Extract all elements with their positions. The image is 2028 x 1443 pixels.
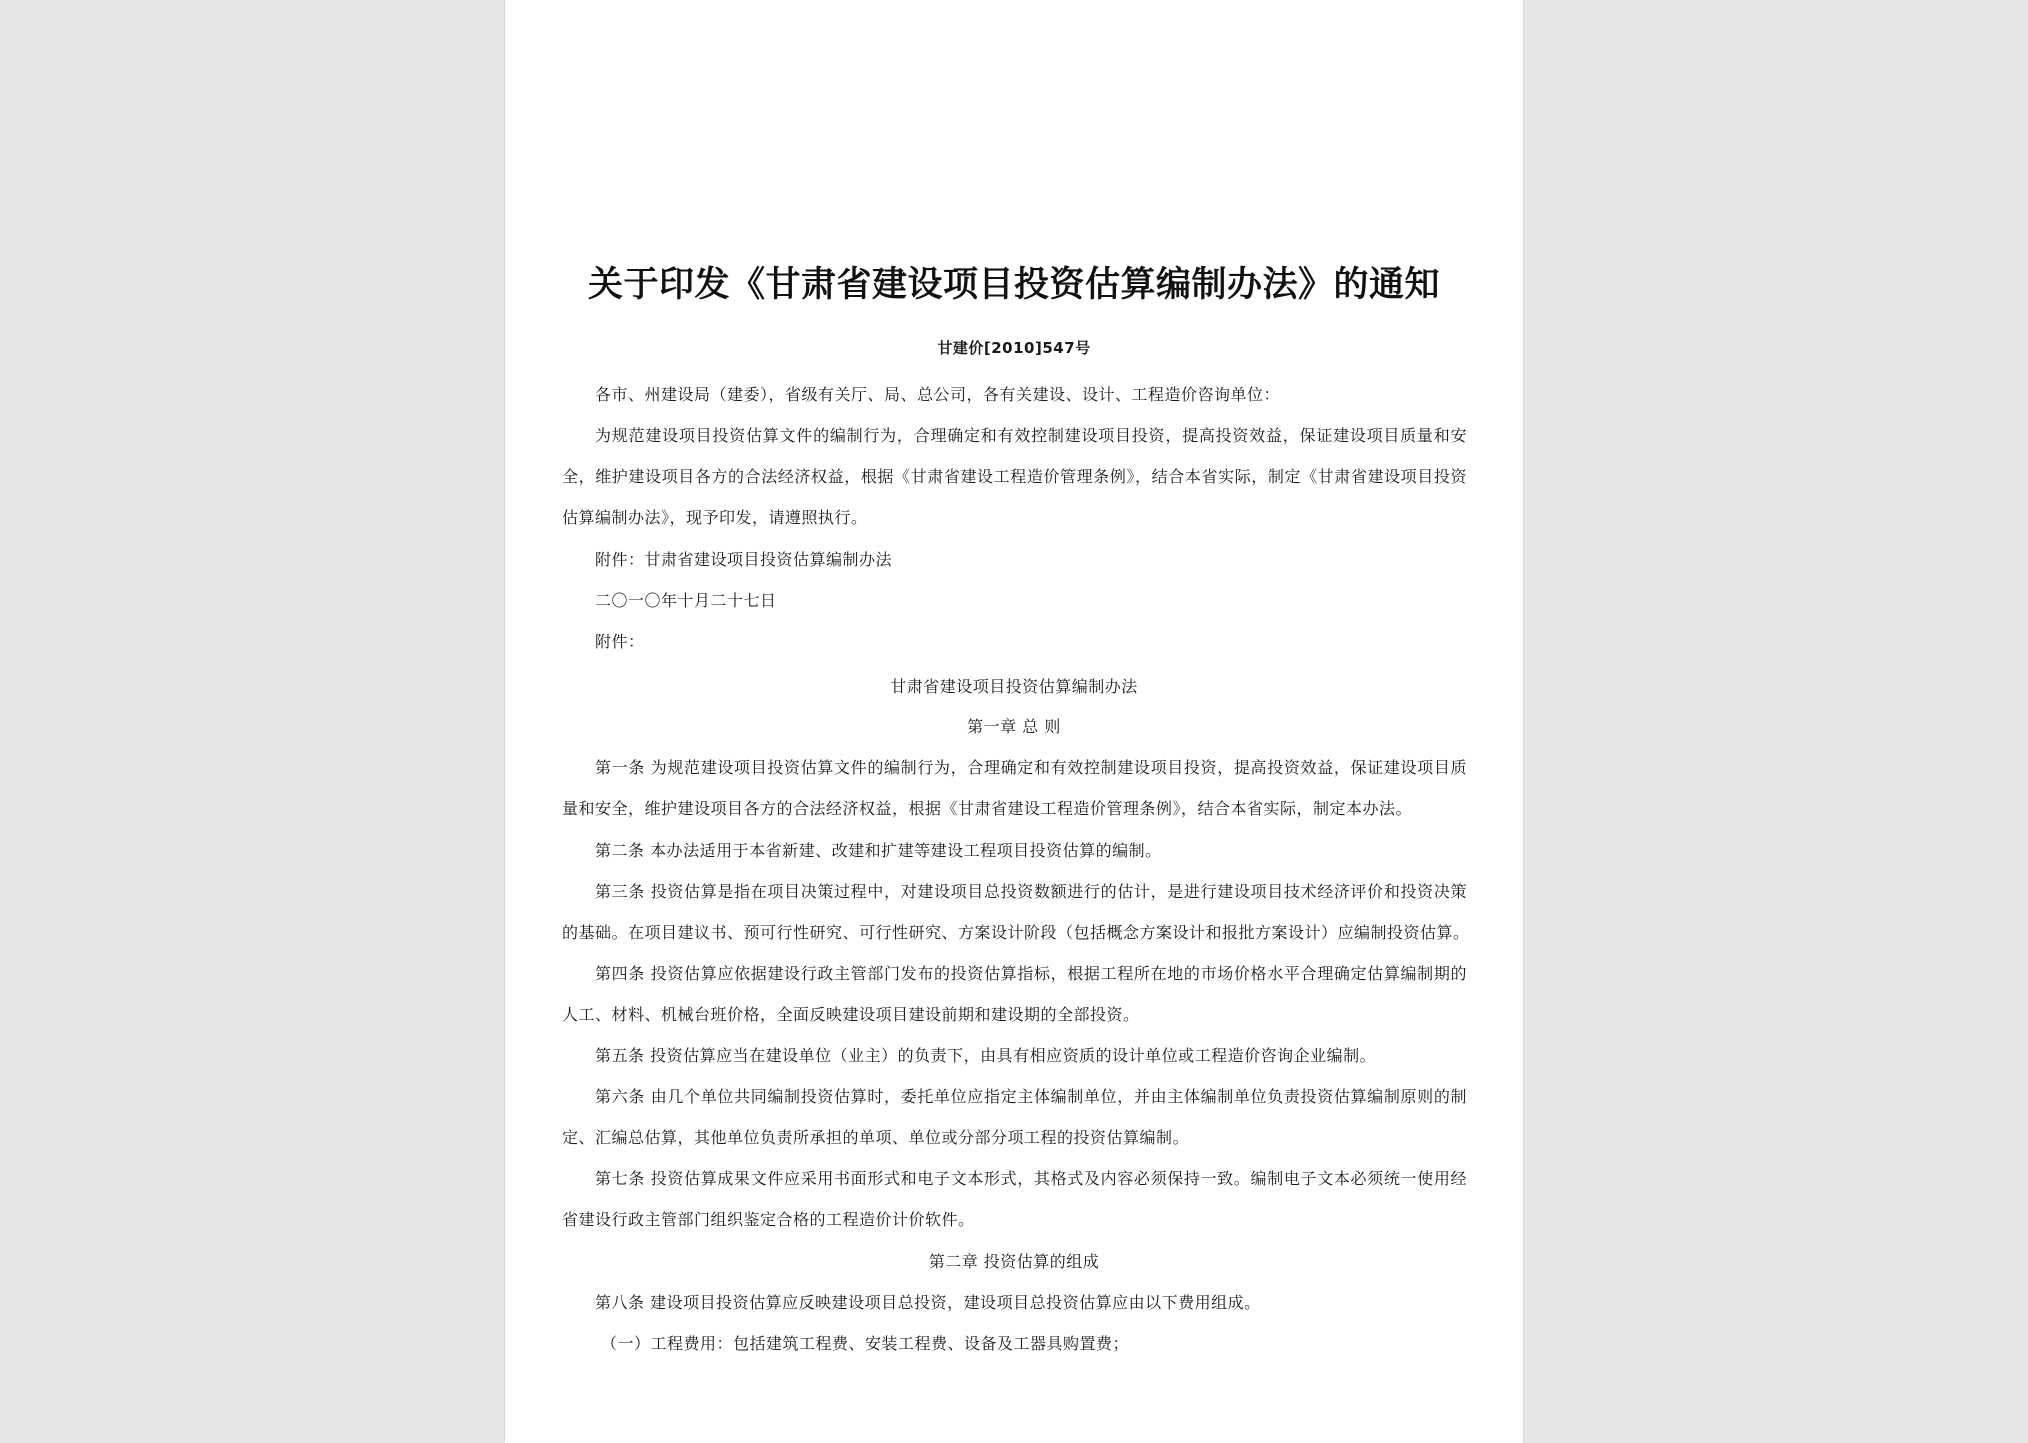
- article-2: 第二条 本办法适用于本省新建、改建和扩建等建设工程项目投资估算的编制。: [595, 841, 1162, 860]
- article-8: 第八条 建设项目投资估算应反映建设项目总投资，建设项目总投资估算应由以下费用组成。: [595, 1293, 1261, 1312]
- chapter-2-heading: 第二章 投资估算的组成: [928, 1252, 1100, 1271]
- article-1-line-1: 第一条 为规范建设项目投资估算文件的编制行为，合理确定和有效控制建设项目投资，提高投资效益，保证建设项目质: [595, 758, 1467, 777]
- document-title: 关于印发《甘肃省建设项目投资估算编制办法》的通知: [587, 265, 1440, 305]
- document-number: 甘建价[2010]547号: [937, 339, 1091, 357]
- article-5: 第五条 投资估算应当在建设单位（业主）的负责下，由具有相应资质的设计单位或工程造价咨询企业编制。: [595, 1046, 1377, 1065]
- intro-line-1: 为规范建设项目投资估算文件的编制行为，合理确定和有效控制建设项目投资，提高投资效益，保证建设项目质量和安: [595, 426, 1467, 445]
- article-4-line-1: 第四条 投资估算应依据建设行政主管部门发布的投资估算指标，根据工程所在地的市场价格水平合理确定估算编制期的: [595, 964, 1467, 983]
- article-1-line-2: 量和安全，维护建设项目各方的合法经济权益，根据《甘肃省建设工程造价管理条例》，结合本省实际，制定本办法。: [562, 799, 1413, 818]
- article-6-line-2: 定、汇编总估算，其他单位负责所承担的单项、单位或分部分项工程的投资估算编制。: [562, 1128, 1190, 1147]
- intro-line-3: 估算编制办法》，现予印发，请遵照执行。: [562, 508, 868, 527]
- article-7-line-2: 省建设行政主管部门组织鉴定合格的工程造价计价软件。: [562, 1210, 975, 1229]
- article-3-line-1: 第三条 投资估算是指在项目决策过程中，对建设项目总投资数额进行的估计，是进行建设项目技术经济评价和投资决策: [595, 882, 1467, 901]
- article-3-line-2: 的基础。在项目建议书、预可行性研究、可行性研究、方案设计阶段（包括概念方案设计和报批方案设计）应编制投资估算。: [562, 923, 1470, 942]
- article-6-line-1: 第六条 由几个单位共同编制投资估算时，委托单位应指定主体编制单位，并由主体编制单位负责投资估算编制原则的制: [595, 1087, 1467, 1106]
- article-8-item-1: （一）工程费用：包括建筑工程费、安装工程费、设备及工器具购置费；: [601, 1334, 1130, 1353]
- issue-date: 二〇一〇年十月二十七日: [595, 591, 777, 610]
- attachment-line: 附件：甘肃省建设项目投资估算编制办法: [595, 550, 893, 569]
- document-page: [505, 0, 1523, 1443]
- attachment-title: 甘肃省建设项目投资估算编制办法: [890, 677, 1138, 696]
- addressee: 各市、州建设局（建委），省级有关厅、局、总公司，各有关建设、设计、工程造价咨询单位：: [595, 385, 1281, 404]
- article-7-line-1: 第七条 投资估算成果文件应采用书面形式和电子文本形式，其格式及内容必须保持一致。编制电子文本必须统一使用经: [595, 1169, 1467, 1188]
- intro-line-2: 全，维护建设项目各方的合法经济权益，根据《甘肃省建设工程造价管理条例》，结合本省实际，制定《甘肃省建设项目投资: [562, 467, 1467, 486]
- chapter-1-heading: 第一章 总 则: [967, 717, 1061, 736]
- article-4-line-2: 人工、材料、机械台班价格，全面反映建设项目建设前期和建设期的全部投资。: [562, 1005, 1140, 1024]
- attachment-label: 附件：: [595, 632, 645, 651]
